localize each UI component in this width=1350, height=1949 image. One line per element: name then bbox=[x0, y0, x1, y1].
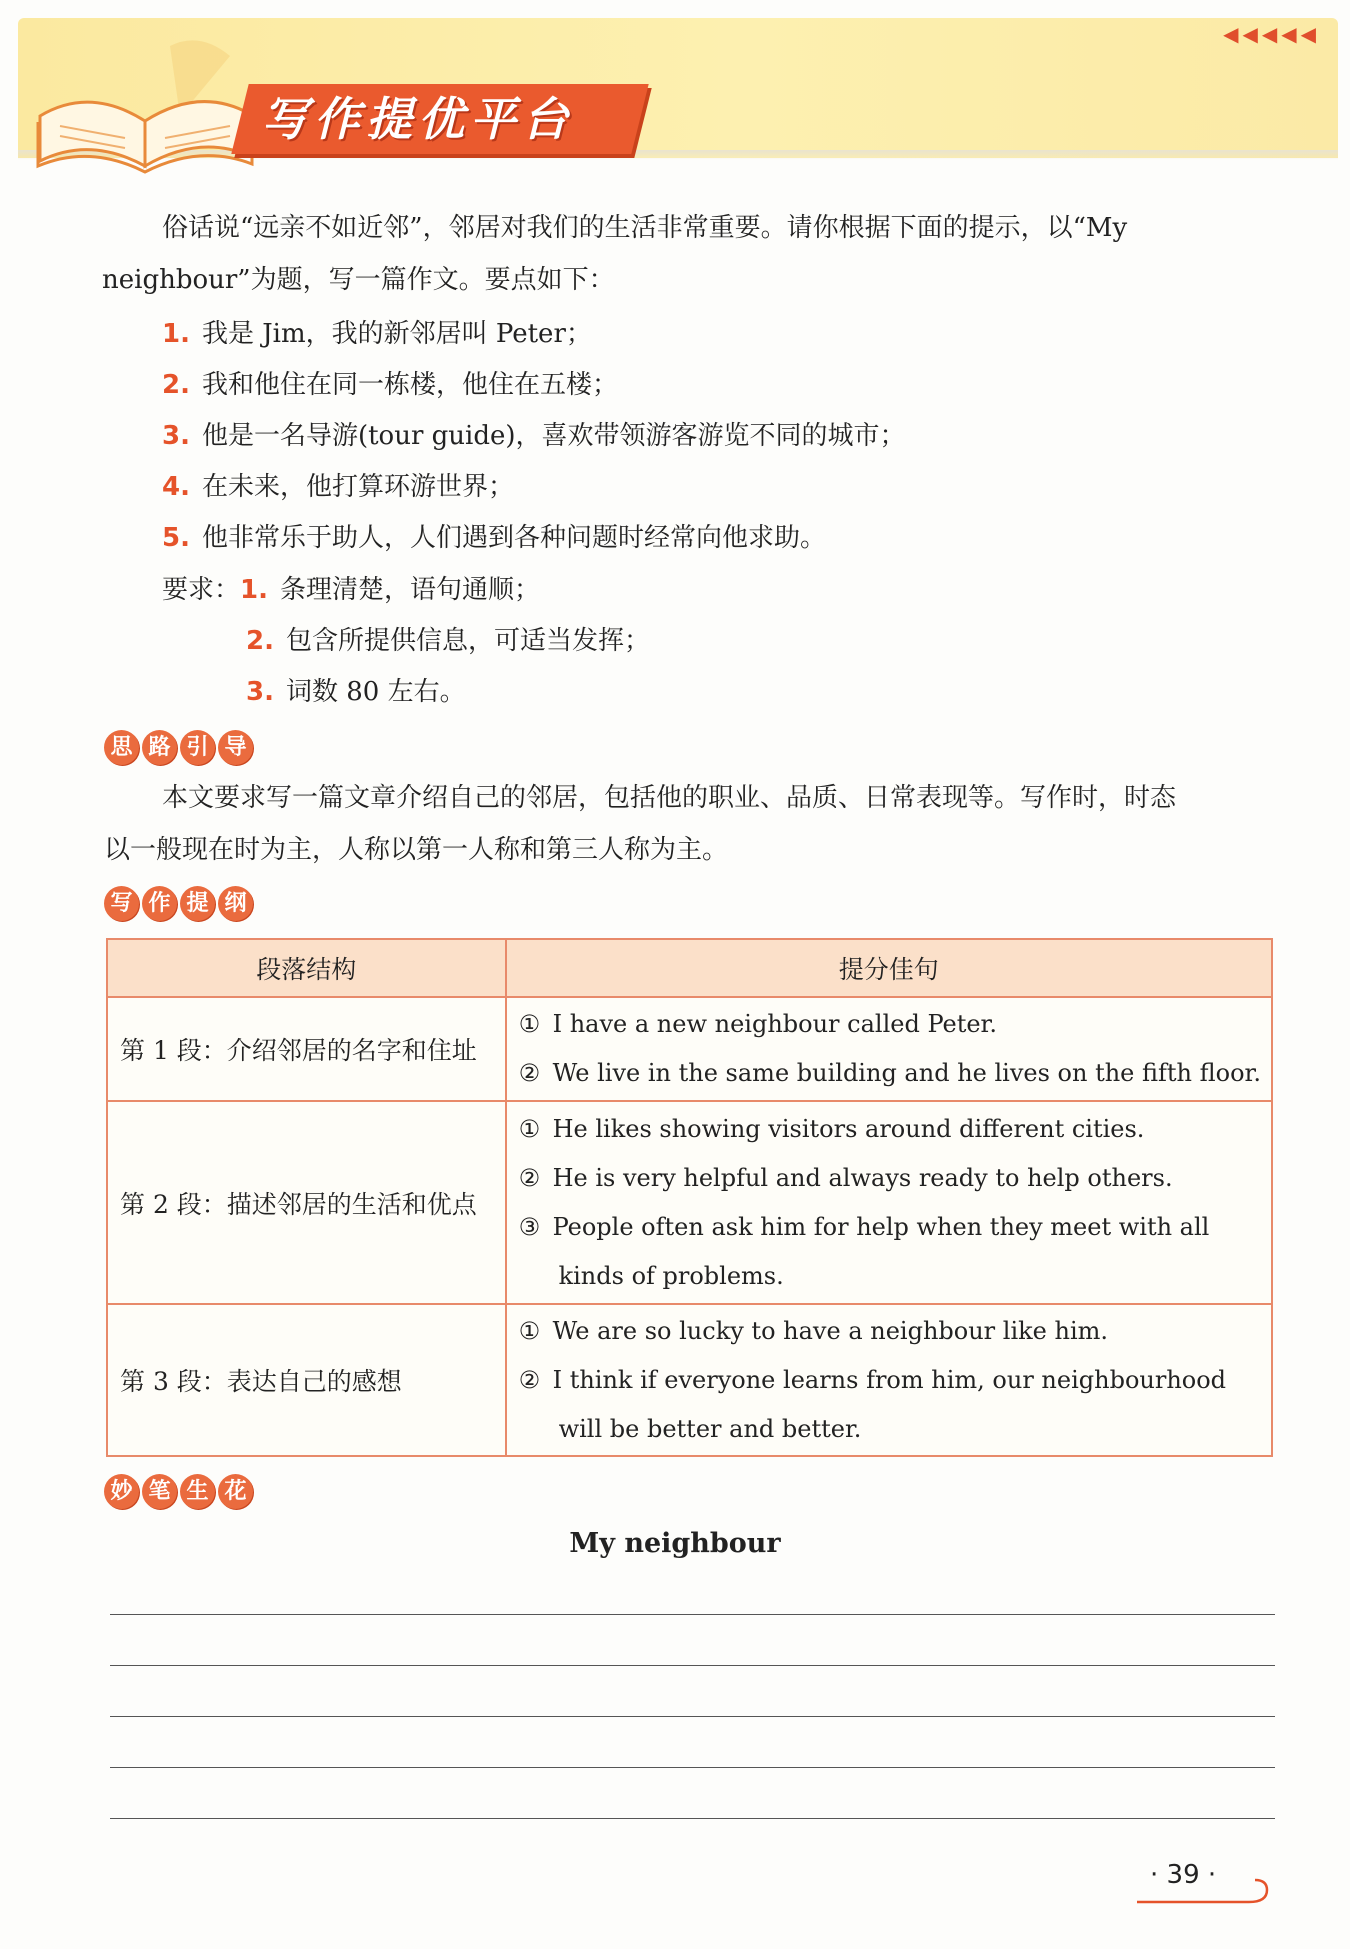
requirements-label: 要求： bbox=[162, 575, 241, 605]
sentence-mark: ③ bbox=[518, 1212, 541, 1241]
sentences-cell bbox=[506, 1101, 1272, 1304]
tag-char: 提 bbox=[180, 886, 215, 921]
page-title: 写作提优平台 bbox=[262, 92, 574, 146]
point-number: 1. bbox=[162, 319, 190, 349]
point-text: 我是 Jim，我的新邻居叫 Peter； bbox=[201, 319, 592, 349]
requirement-3 bbox=[246, 674, 466, 710]
sentence bbox=[519, 1049, 1261, 1098]
point-text: 他是一名导游(tour guide)，喜欢带领游客游览不同的城市； bbox=[201, 421, 906, 451]
tag-char: 写 bbox=[104, 886, 139, 921]
point-text: 我和他住在同一栋楼，他住在五楼； bbox=[201, 370, 618, 400]
essay-title: My neighbour bbox=[569, 1528, 781, 1559]
requirement-text: 条理清楚，语句通顺； bbox=[279, 575, 540, 605]
prompt-point-5 bbox=[162, 520, 826, 556]
sentence-mark: ② bbox=[518, 1163, 541, 1192]
segment-cell: 第 2 段：描述邻居的生活和优点 bbox=[107, 1101, 506, 1304]
writing-line[interactable] bbox=[110, 1716, 1275, 1717]
writing-line[interactable] bbox=[110, 1818, 1275, 1819]
sentences-cell bbox=[506, 997, 1272, 1101]
prompt-point-3 bbox=[162, 418, 906, 454]
tag-char: 花 bbox=[218, 1474, 253, 1509]
sentence-mark: ① bbox=[518, 1114, 541, 1143]
point-number: 5. bbox=[162, 523, 190, 553]
point-text: 他非常乐于助人，人们遇到各种问题时经常向他求助。 bbox=[201, 523, 826, 553]
point-text: 在未来，他打算环游世界； bbox=[201, 472, 514, 502]
sentence-text: We are so lucky to have a neighbour like him. bbox=[552, 1316, 1109, 1345]
requirement-number: 3. bbox=[246, 677, 274, 707]
sentence-continuation: kinds of problems. bbox=[558, 1261, 784, 1290]
tag-char: 路 bbox=[142, 730, 177, 765]
prompt-point-4 bbox=[162, 469, 514, 505]
sentence-text: I have a new neighbour called Peter. bbox=[552, 1010, 998, 1038]
prompt-point-2 bbox=[162, 367, 618, 403]
tag-char: 引 bbox=[180, 730, 215, 765]
sentence-text: People often ask him for help when they meet with all bbox=[552, 1212, 1210, 1241]
sentence-text: I think if everyone learns from him, our neighbourhood bbox=[552, 1365, 1227, 1394]
sentence bbox=[519, 1307, 1261, 1356]
writing-line[interactable] bbox=[110, 1614, 1275, 1615]
sentence-mark: ① bbox=[518, 1010, 541, 1038]
prompt-intro-line1: 俗话说“远亲不如近邻”，邻居对我们的生活非常重要。请你根据下面的提示，以“My bbox=[162, 213, 1128, 243]
sentence-continuation: will be better and better. bbox=[558, 1414, 862, 1443]
sentence-text: He is very helpful and always ready to help others. bbox=[552, 1163, 1173, 1192]
outline-table bbox=[106, 938, 1273, 1457]
guide-section-tag bbox=[104, 730, 253, 765]
sentence-mark: ② bbox=[518, 1059, 541, 1087]
tag-char: 妙 bbox=[104, 1474, 139, 1509]
outline-section-tag bbox=[104, 886, 253, 921]
arrows-decoration: ◀◀◀◀◀ bbox=[1223, 22, 1320, 46]
guide-text-line2: 以一般现在时为主，人称以第一人称和第三人称为主。 bbox=[104, 835, 729, 865]
sentence-text: He likes showing visitors around different cities. bbox=[552, 1114, 1145, 1143]
table-header-row bbox=[107, 939, 1272, 997]
column-header-sentences: 提分佳句 bbox=[506, 939, 1272, 997]
prompt-intro-line2: neighbour”为题，写一篇作文。要点如下： bbox=[102, 265, 615, 295]
sentence bbox=[519, 1203, 1261, 1252]
table-row bbox=[107, 997, 1272, 1101]
writing-line[interactable] bbox=[110, 1665, 1275, 1666]
sentence-mark: ② bbox=[518, 1365, 541, 1394]
sentence bbox=[519, 1105, 1261, 1154]
requirement-text: 包含所提供信息，可适当发挥； bbox=[285, 626, 650, 656]
sentence bbox=[519, 1356, 1261, 1405]
table-row bbox=[107, 1304, 1272, 1456]
requirement-number: 1. bbox=[240, 575, 268, 605]
sentence bbox=[519, 1154, 1261, 1203]
table-row bbox=[107, 1101, 1272, 1304]
tag-char: 笔 bbox=[142, 1474, 177, 1509]
segment-cell: 第 3 段：表达自己的感想 bbox=[107, 1304, 506, 1456]
requirement-1 bbox=[162, 572, 540, 608]
sentences-cell bbox=[506, 1304, 1272, 1456]
tag-char: 生 bbox=[180, 1474, 215, 1509]
tag-char: 纲 bbox=[218, 886, 253, 921]
requirement-2 bbox=[246, 623, 650, 659]
tag-char: 导 bbox=[218, 730, 253, 765]
page-number: · 39 · bbox=[1150, 1860, 1217, 1890]
point-number: 2. bbox=[162, 370, 190, 400]
sentence bbox=[519, 1000, 1261, 1049]
writing-section-tag bbox=[104, 1474, 253, 1509]
point-number: 4. bbox=[162, 472, 190, 502]
tag-char: 作 bbox=[142, 886, 177, 921]
sentence-mark: ① bbox=[518, 1316, 541, 1345]
column-header-structure: 段落结构 bbox=[107, 939, 506, 997]
writing-line[interactable] bbox=[110, 1767, 1275, 1768]
segment-cell: 第 1 段：介绍邻居的名字和住址 bbox=[107, 997, 506, 1101]
point-number: 3. bbox=[162, 421, 190, 451]
guide-text-line1: 本文要求写一篇文章介绍自己的邻居，包括他的职业、品质、日常表现等。写作时，时态 bbox=[162, 783, 1177, 813]
sentence-text: We live in the same building and he lives on the fifth floor. bbox=[552, 1059, 1261, 1087]
prompt-point-1 bbox=[162, 316, 592, 352]
requirement-number: 2. bbox=[246, 626, 274, 656]
requirement-text: 词数 80 左右。 bbox=[285, 677, 466, 707]
tag-char: 思 bbox=[104, 730, 139, 765]
